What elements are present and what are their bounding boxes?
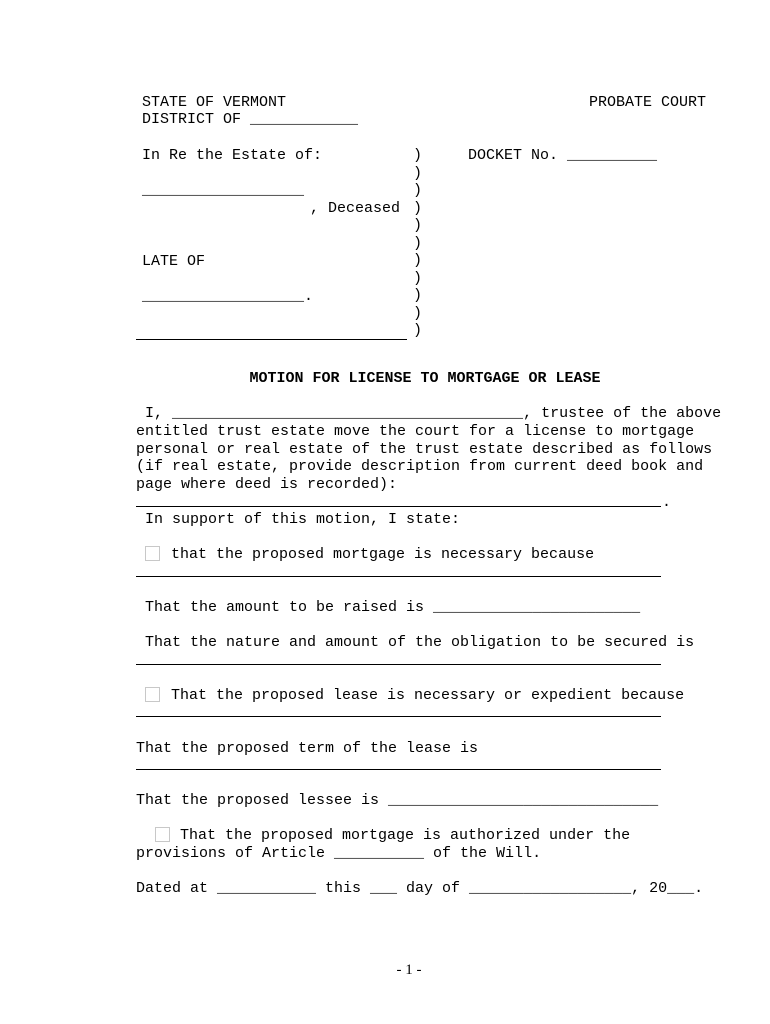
- lease-necessary-checkbox[interactable]: [145, 687, 160, 702]
- caption-paren: ): [413, 269, 423, 287]
- description-line: [136, 506, 661, 507]
- trustee-statement-line: (if real estate, provide description from current deed book and: [136, 458, 704, 475]
- trustee-statement-line: I, _______________________________________, trustee of the above: [136, 405, 722, 422]
- mortgage-authorized-checkbox[interactable]: [155, 827, 170, 842]
- lease-term-line: [136, 769, 661, 770]
- deceased-label: , Deceased: [310, 200, 401, 217]
- trustee-statement-line: personal or real estate of the trust estate described as follows: [136, 441, 713, 458]
- authorized-article-line: provisions of Article __________ of the Will.: [136, 845, 542, 862]
- lease-reason-line: [136, 716, 661, 717]
- late-of-blank: __________________.: [142, 288, 314, 305]
- caption-paren: ): [413, 164, 423, 182]
- in-re-label: In Re the Estate of:: [142, 147, 323, 164]
- mortgage-necessary-label: that the proposed mortgage is necessary because: [171, 546, 595, 563]
- page-number: - 1 -: [396, 962, 422, 978]
- caption-paren: ): [413, 234, 423, 252]
- caption-bottom-line: [136, 339, 407, 340]
- caption-paren: ): [413, 217, 423, 234]
- caption-paren: ): [413, 199, 423, 217]
- lessee-line: That the proposed lessee is ______________________________: [136, 792, 659, 809]
- dated-line: Dated at ___________ this ___ day of __________________, 20___.: [136, 880, 704, 897]
- trustee-statement-line: page where deed is recorded):: [136, 476, 398, 493]
- caption-paren: ): [413, 322, 423, 339]
- caption-paren: ): [413, 287, 423, 304]
- late-of-label: LATE OF: [142, 253, 206, 270]
- obligation-line: [136, 664, 661, 665]
- caption-paren: ): [413, 182, 423, 199]
- description-period: .: [662, 494, 672, 511]
- authorized-label: That the proposed mortgage is authorized under the: [180, 827, 631, 844]
- state-heading: STATE OF VERMONT: [142, 94, 287, 111]
- decedent-name-blank: __________________: [142, 182, 305, 199]
- mortgage-reason-line: [136, 576, 661, 577]
- docket-number: DOCKET No. __________: [468, 147, 658, 164]
- caption-paren: ): [413, 304, 423, 322]
- caption-paren: ): [413, 147, 423, 164]
- court-heading: PROBATE COURT: [589, 94, 707, 111]
- caption-paren: ): [413, 252, 423, 269]
- document-title: MOTION FOR LICENSE TO MORTGAGE OR LEASE: [249, 370, 601, 387]
- lease-necessary-label: That the proposed lease is necessary or expedient because: [171, 687, 685, 704]
- support-heading: In support of this motion, I state:: [145, 511, 461, 528]
- mortgage-necessary-checkbox[interactable]: [145, 546, 160, 561]
- amount-raised-line: That the amount to be raised is _______________________: [145, 599, 641, 616]
- district-line: DISTRICT OF ____________: [142, 111, 359, 128]
- lease-term-label: That the proposed term of the lease is: [136, 740, 479, 757]
- trustee-statement-line: entitled trust estate move the court for a license to mortgage: [136, 423, 695, 440]
- obligation-label: That the nature and amount of the obligation to be secured is: [145, 634, 695, 651]
